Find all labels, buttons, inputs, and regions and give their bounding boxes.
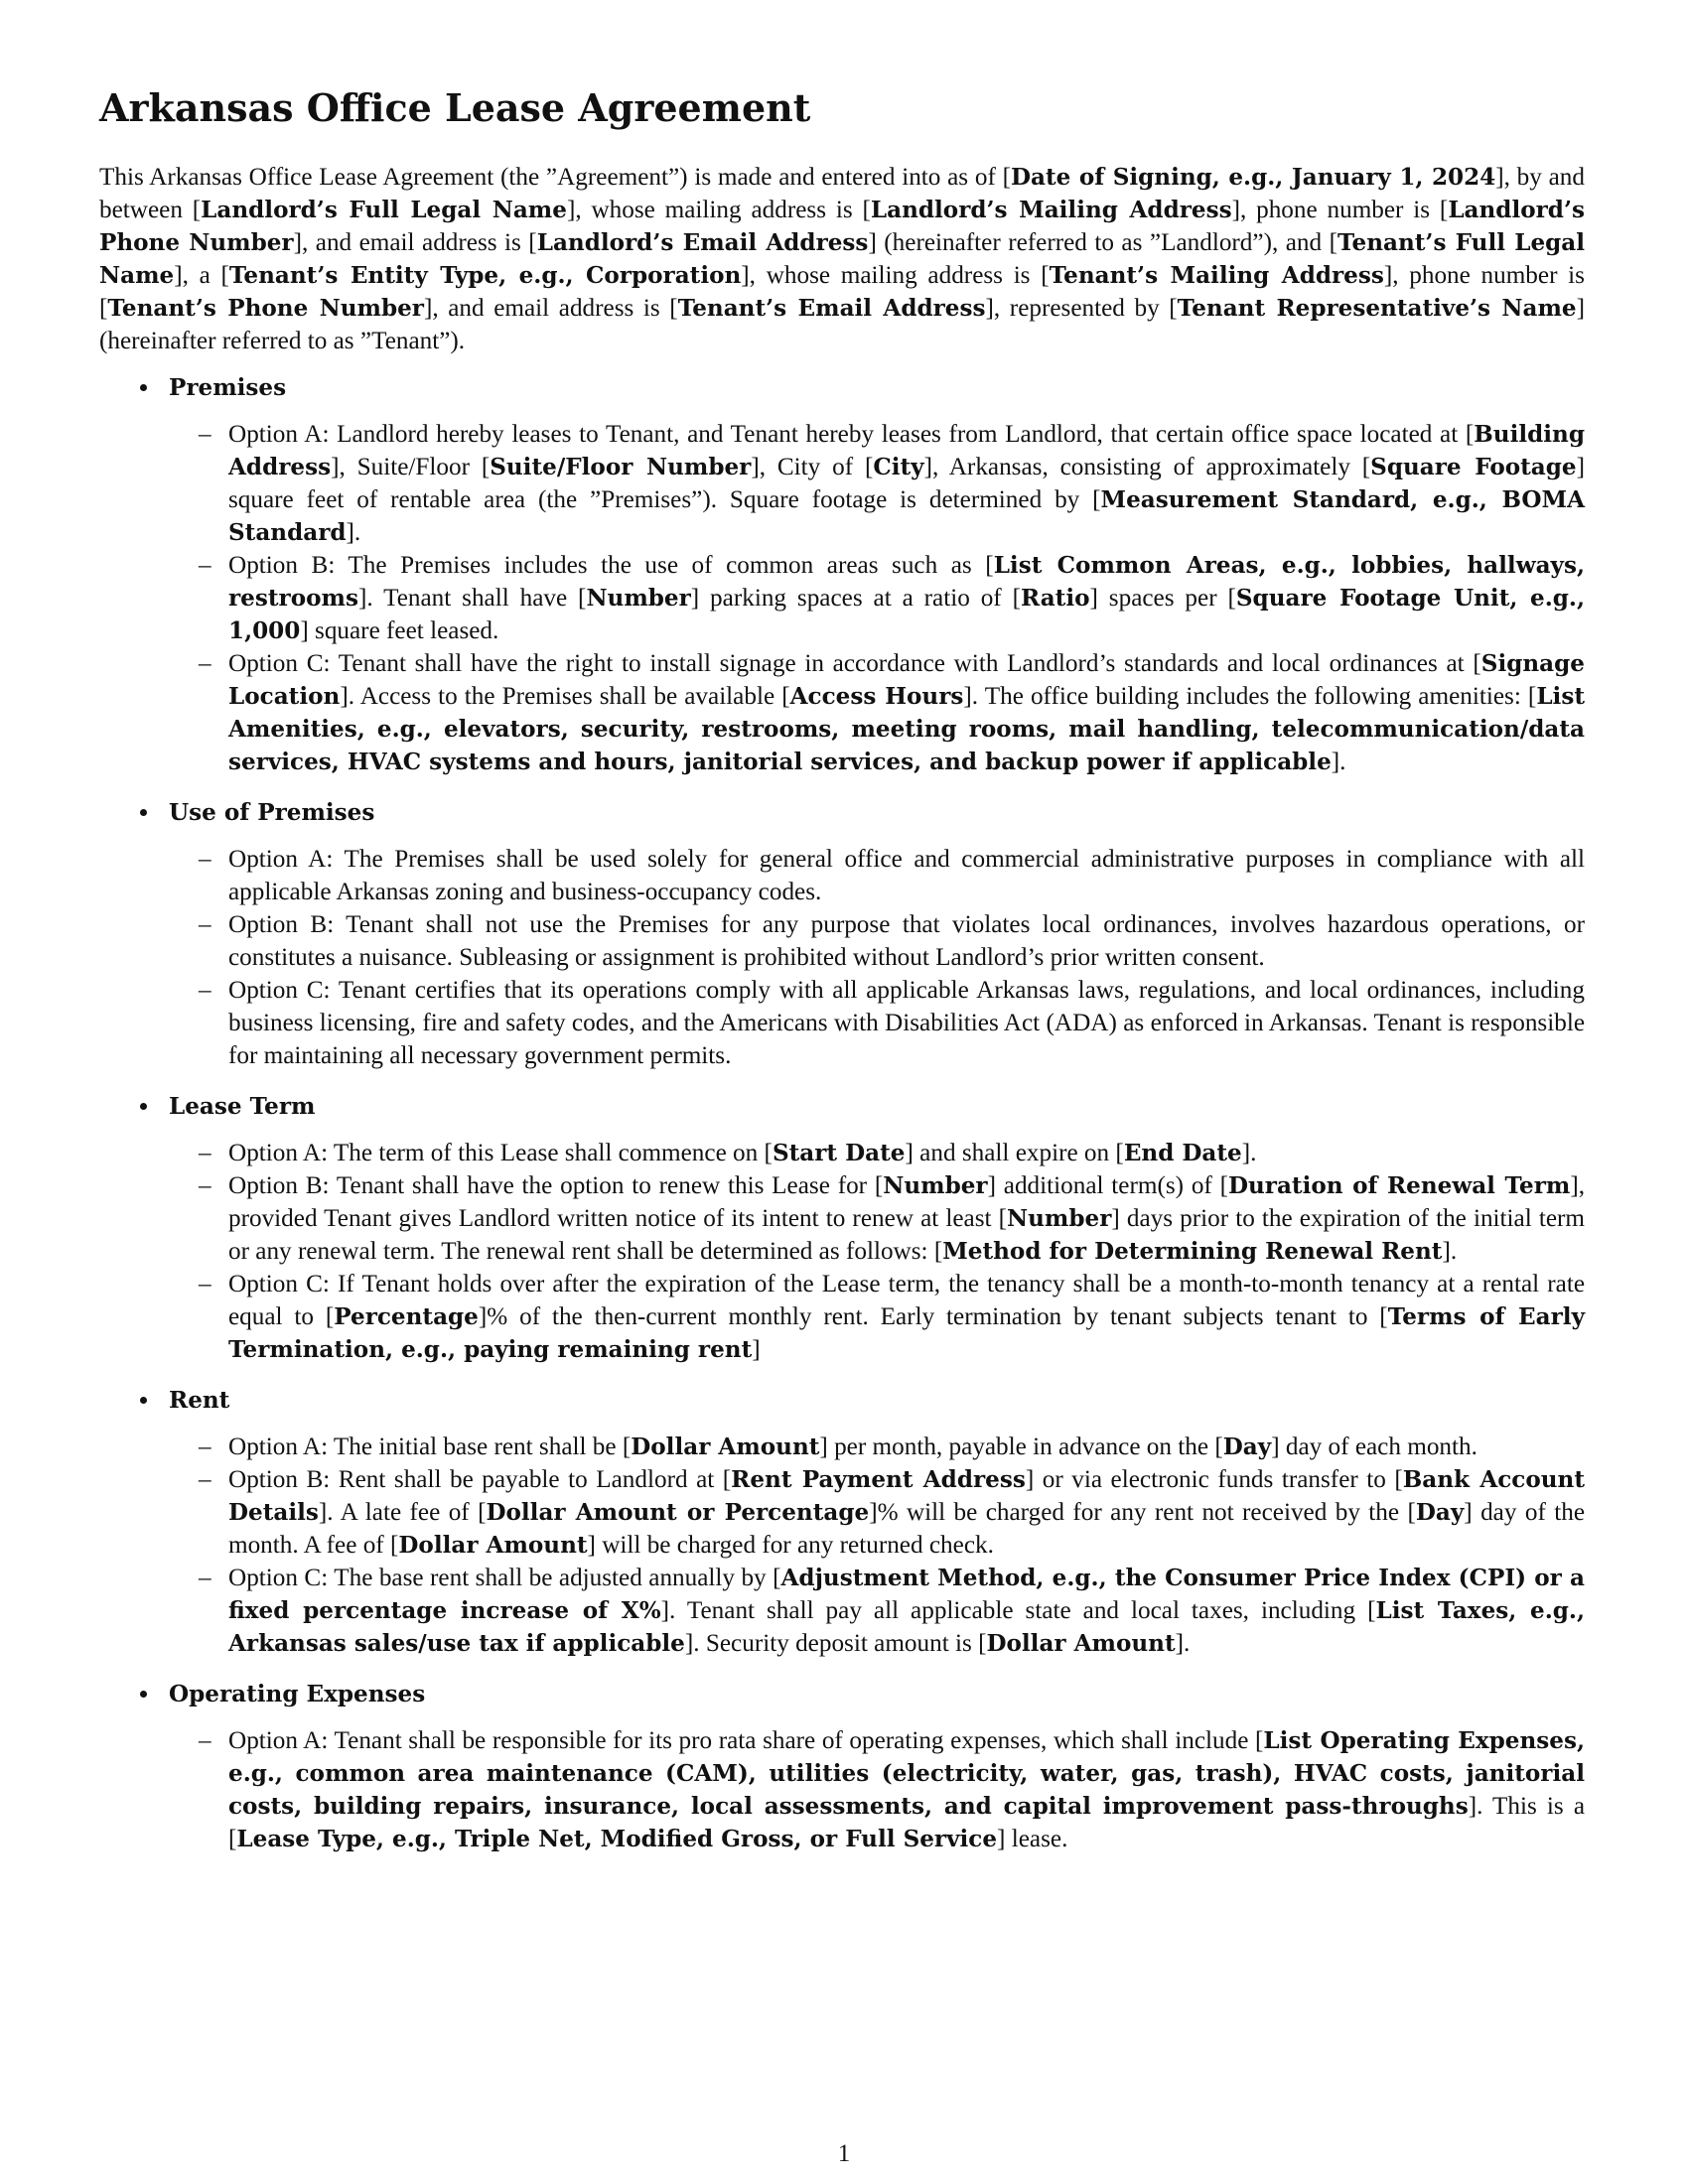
placeholder-field: City: [873, 454, 924, 480]
option-item: [99, 1562, 1585, 1660]
placeholder-field: Ratio: [1020, 585, 1090, 612]
body-text: Option A: Landlord hereby leases to Tenant, and Tenant hereby leases from Landlord, that certain office space located at [: [228, 421, 1475, 448]
placeholder-field: Terms of Early Termination, e.g., paying remaining rent: [228, 1303, 1585, 1363]
body-text: ].: [1175, 1630, 1191, 1657]
body-text: ] per month, payable in advance on the [: [819, 1433, 1223, 1460]
body-text: ] square feet leased.: [300, 617, 499, 644]
page-title: Arkansas Office Lease Agreement: [99, 85, 811, 130]
section-heading: [99, 371, 1585, 404]
placeholder-field: Method for Determining Renewal Rent: [942, 1238, 1443, 1265]
placeholder-field: Tenant’s Phone Number: [107, 295, 424, 322]
body-text: ], City of [: [751, 454, 874, 480]
dash-bullet-icon: –: [199, 1172, 211, 1199]
body-text: Option B: Tenant shall have the option to renew this Lease for [: [228, 1172, 884, 1199]
dash-bullet-icon: –: [199, 1565, 211, 1591]
option-item: [99, 1463, 1585, 1562]
option-item: [99, 1724, 1585, 1855]
body-text: ], by and between [: [99, 164, 1585, 223]
body-text: ], Arkansas, consisting of approximately [: [923, 454, 1371, 480]
section-lease-term: [99, 1090, 1585, 1366]
dash-bullet-icon: –: [199, 1466, 211, 1493]
dash-bullet-icon: –: [199, 552, 211, 579]
placeholder-field: List Common Areas, e.g., lobbies, hallways, restrooms: [228, 552, 1586, 612]
option-item: [99, 908, 1585, 974]
body-text: ]% of the then-current monthly rent. Early termination by tenant subjects tenant to [: [478, 1303, 1388, 1330]
page-number: 1: [837, 2140, 851, 2167]
body-text: Option C: The base rent shall be adjusted annually by [: [228, 1565, 781, 1591]
body-text: ] day of each month.: [1271, 1433, 1477, 1460]
body-text: ] will be charged for any returned check.: [587, 1532, 994, 1559]
placeholder-field: Adjustment Method, e.g., the Consumer Price Index (CPI) or a fixed percentage increase of X%: [228, 1565, 1585, 1624]
body-text: Option B: Rent shall be payable to Landlord at [: [228, 1466, 732, 1493]
placeholder-field: Measurement Standard, e.g., BOMA Standard: [228, 486, 1585, 546]
dash-bullet-icon: –: [199, 1433, 211, 1460]
body-text: ] and shall expire on [: [905, 1140, 1124, 1166]
option-item: [99, 549, 1585, 647]
placeholder-field: Tenant’s Email Address: [677, 295, 986, 322]
body-text: ], provided Tenant gives Landlord written notice of its intent to renew at least [: [228, 1172, 1586, 1232]
body-text: ]. Access to the Premises shall be available [: [340, 683, 790, 710]
option-item: [99, 1137, 1585, 1169]
body-text: ] or via electronic funds transfer to [: [1025, 1466, 1403, 1493]
body-text: ] spaces per [: [1089, 585, 1236, 612]
body-text: ], represented by [: [985, 295, 1178, 322]
options-list: [99, 1137, 1585, 1366]
bullet-icon: [140, 809, 147, 816]
option-item: [99, 1431, 1585, 1463]
bullet-icon: [140, 1691, 147, 1698]
options-list: [99, 843, 1585, 1072]
placeholder-field: Tenant Representative’s Name: [1177, 295, 1577, 322]
body-text: ], and email address is [: [293, 229, 537, 256]
option-item: [99, 843, 1585, 908]
section-rent: [99, 1384, 1585, 1660]
body-text: ]. This is a [: [228, 1793, 1585, 1852]
body-text: ], whose mailing address is [: [741, 262, 1050, 289]
body-text: ].: [1331, 749, 1346, 775]
body-text: Option A: The initial base rent shall be [: [228, 1433, 632, 1460]
body-text: Option C: Tenant shall have the right to install signage in accordance with Landlord’s standards and local ordinances at [: [228, 650, 1481, 677]
body-text: ].: [1442, 1238, 1458, 1265]
body-text: ].: [1241, 1140, 1257, 1166]
body-text: Option A: The term of this Lease shall commence on [: [228, 1140, 773, 1166]
section-use-of-premises: [99, 796, 1585, 1072]
bullet-icon: [140, 1103, 147, 1110]
body-text: ], Suite/Floor [: [331, 454, 491, 480]
body-text: ]. A late fee of [: [318, 1499, 487, 1526]
placeholder-field: Rent Payment Address: [731, 1466, 1026, 1493]
option-item: [99, 647, 1585, 778]
option-item: [99, 974, 1585, 1072]
placeholder-field: Signage Location: [228, 650, 1585, 710]
body-text: Option C: Tenant certifies that its operations comply with all applicable Arkansas laws, regulations, and local ordinances, including business licensing, fire and safety codes, and the Americans with Disabilities Act (ADA) as enforced in Arkansas. Tenant is responsible for maintaining all necessary government permits.: [228, 977, 1585, 1069]
bullet-icon: [140, 1397, 147, 1404]
placeholder-field: Date of Signing, e.g., January 1, 2024: [1011, 164, 1496, 191]
dash-bullet-icon: –: [199, 421, 211, 448]
placeholder-field: Start Date: [772, 1140, 906, 1166]
section-label: Operating Expenses: [169, 1681, 426, 1707]
body-text: ] (hereinafter referred to as ”Tenant”).: [99, 295, 1585, 354]
intro-paragraph: [99, 161, 1585, 357]
placeholder-field: Landlord’s Mailing Address: [870, 197, 1232, 223]
section-label: Premises: [169, 374, 287, 401]
sections-list: [99, 371, 1585, 1855]
placeholder-field: Tenant’s Entity Type, e.g., Corporation: [228, 262, 742, 289]
placeholder-field: Number: [586, 585, 691, 612]
section-heading: [99, 1678, 1585, 1710]
body-text: ]. Tenant shall pay all applicable state and local taxes, including [: [660, 1597, 1376, 1624]
body-text: This Arkansas Office Lease Agreement (the ”Agreement”) is made and entered into as of [: [99, 164, 1012, 191]
section-operating-expenses: [99, 1678, 1585, 1855]
placeholder-field: Building Address: [228, 421, 1585, 480]
dash-bullet-icon: –: [199, 1140, 211, 1166]
body-text: ].: [346, 519, 361, 546]
option-item: [99, 418, 1585, 549]
body-text: ], phone number is [: [99, 262, 1585, 322]
body-text: ]% will be charged for any rent not received by the [: [869, 1499, 1416, 1526]
dash-bullet-icon: –: [199, 1271, 211, 1297]
option-item: [99, 1169, 1585, 1268]
body-text: ]. Security deposit amount is [: [684, 1630, 987, 1657]
options-list: [99, 1431, 1585, 1660]
body-text: ] days prior to the expiration of the initial term or any renewal term. The renewal rent shall be determined as follows: [: [228, 1205, 1585, 1265]
body-text: Option B: The Premises includes the use of common areas such as [: [228, 552, 994, 579]
placeholder-field: Duration of Renewal Term: [1227, 1172, 1571, 1199]
placeholder-field: Landlord’s Email Address: [536, 229, 869, 256]
body-text: ] parking spaces at a ratio of [: [690, 585, 1021, 612]
bullet-icon: [140, 384, 147, 391]
dash-bullet-icon: –: [199, 650, 211, 677]
placeholder-field: Landlord’s Phone Number: [99, 197, 1585, 256]
placeholder-field: Number: [883, 1172, 988, 1199]
section-premises: [99, 371, 1585, 778]
placeholder-field: Dollar Amount: [398, 1532, 588, 1559]
body-text: ], phone number is [: [1231, 197, 1449, 223]
dash-bullet-icon: –: [199, 846, 211, 873]
section-label: Rent: [169, 1387, 230, 1414]
placeholder-field: Dollar Amount: [631, 1433, 820, 1460]
body-text: Option A: Tenant shall be responsible for its pro rata share of operating expenses, which shall include [: [228, 1727, 1264, 1754]
section-label: Use of Premises: [169, 799, 375, 826]
placeholder-field: Square Footage: [1370, 454, 1577, 480]
body-text: ] lease.: [997, 1826, 1068, 1852]
body-text: Option C: If Tenant holds over after the expiration of the Lease term, the tenancy shall be a month-to-month tenancy at a rental rate equal to [: [228, 1271, 1585, 1330]
placeholder-field: Percentage: [334, 1303, 479, 1330]
placeholder-field: Tenant’s Mailing Address: [1049, 262, 1384, 289]
body-text: ] day of the month. A fee of [: [228, 1499, 1585, 1559]
placeholder-field: Access Hours: [789, 683, 964, 710]
section-heading: [99, 1384, 1585, 1417]
placeholder-field: Lease Type, e.g., Triple Net, Modified Gross, or Full Service: [236, 1826, 998, 1852]
options-list: [99, 1724, 1585, 1855]
body-text: ], a [: [174, 262, 229, 289]
body-text: ]. The office building includes the following amenities: [: [963, 683, 1537, 710]
body-text: ]: [752, 1336, 761, 1363]
section-label: Lease Term: [169, 1093, 316, 1120]
placeholder-field: List Operating Expenses, e.g., common area maintenance (CAM), utilities (electricity, water, gas, trash), HVAC costs, janitorial costs, building repairs, insurance, local assessments, and capital improvement pass-throughs: [228, 1727, 1586, 1820]
placeholder-field: Square Footage Unit, e.g., 1,000: [228, 585, 1586, 644]
placeholder-field: Number: [1007, 1205, 1112, 1232]
body-text: Option B: Tenant shall not use the Premises for any purpose that violates local ordinances, involves hazardous operations, or constitutes a nuisance. Subleasing or assignment is prohibited without Landlord’s prior written consent.: [228, 911, 1585, 971]
body-text: ] square feet of rentable area (the ”Premises”). Square footage is determined by [: [228, 454, 1586, 513]
options-list: [99, 418, 1585, 778]
dash-bullet-icon: –: [199, 1727, 211, 1754]
placeholder-field: Bank Account Details: [228, 1466, 1586, 1526]
placeholder-field: List Taxes, e.g., Arkansas sales/use tax if applicable: [228, 1597, 1585, 1657]
dash-bullet-icon: –: [199, 911, 211, 938]
body-text: ], whose mailing address is [: [566, 197, 871, 223]
section-heading: [99, 796, 1585, 829]
placeholder-field: Dollar Amount: [986, 1630, 1176, 1657]
document-body: [99, 161, 1585, 1873]
body-text: ], and email address is [: [423, 295, 678, 322]
body-text: ]. Tenant shall have [: [357, 585, 587, 612]
placeholder-field: Dollar Amount or Percentage: [486, 1499, 870, 1526]
body-text: ] (hereinafter referred to as ”Landlord”), and [: [868, 229, 1337, 256]
body-text: ] additional term(s) of [: [987, 1172, 1228, 1199]
placeholder-field: Landlord’s Full Legal Name: [201, 197, 567, 223]
option-item: [99, 1268, 1585, 1366]
placeholder-field: Tenant’s Full Legal Name: [99, 229, 1586, 289]
section-heading: [99, 1090, 1585, 1123]
body-text: Option A: The Premises shall be used solely for general office and commercial administrative purposes in compliance with all applicable Arkansas zoning and business-occupancy codes.: [228, 846, 1585, 905]
placeholder-field: Day: [1415, 1499, 1465, 1526]
dash-bullet-icon: –: [199, 977, 211, 1004]
placeholder-field: List Amenities, e.g., elevators, security, restrooms, meeting rooms, mail handling, telecommunication/data services, HVAC systems and hours, janitorial services, and backup power if applicable: [228, 683, 1585, 775]
placeholder-field: Day: [1222, 1433, 1272, 1460]
placeholder-field: Suite/Floor Number: [490, 454, 752, 480]
placeholder-field: End Date: [1123, 1140, 1242, 1166]
